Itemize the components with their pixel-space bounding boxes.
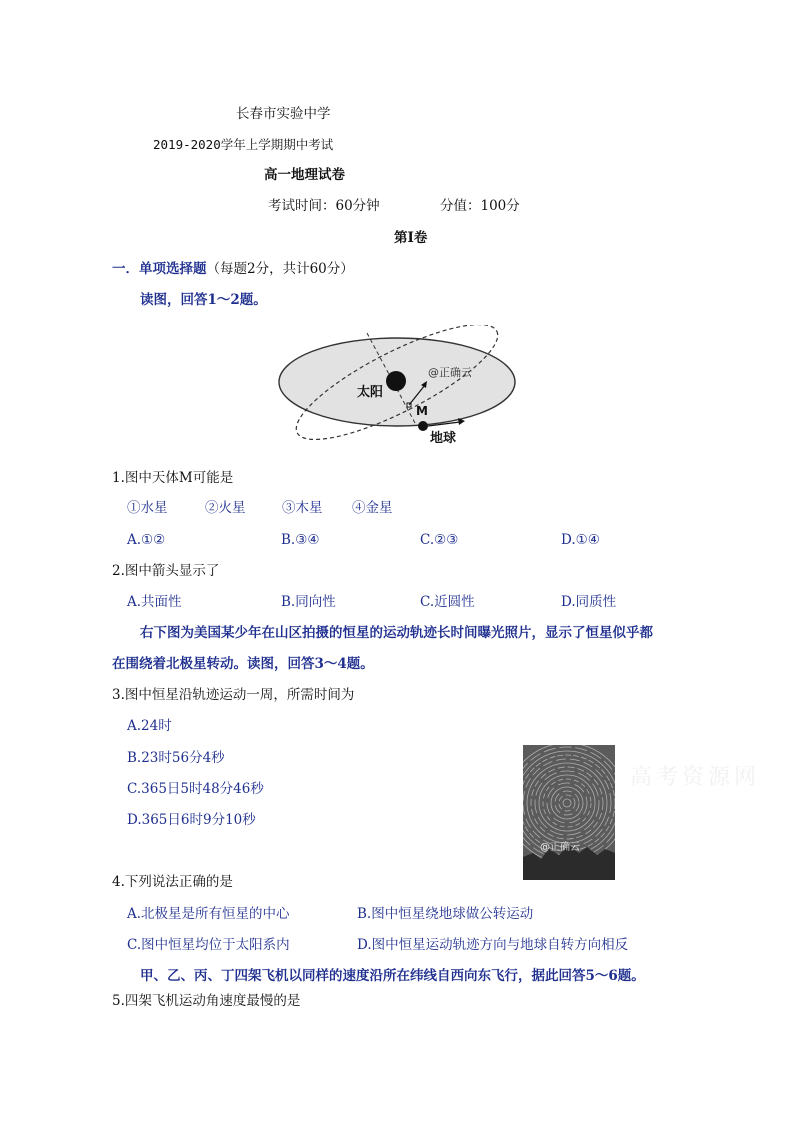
intro-1-2: 读图，回答1～2题。 (140, 292, 267, 308)
section-note: （每题2分，共计60分） (206, 261, 354, 277)
q1-stem: 1.图中天体M可能是 (112, 470, 234, 486)
q1-item-4: ④金星 (352, 500, 393, 516)
q1-item-1: ①水星 (127, 500, 168, 516)
volume-title: 第Ⅰ卷 (394, 230, 428, 246)
intro-3-4-line2: 在围绕着北极星转动。读图，回答3～4题。 (112, 656, 374, 672)
photo-watermark: @正确云 (540, 842, 580, 853)
intro-3-4-line1: 右下图为美国某少年在山区拍摄的恒星的运动轨迹长时间曝光照片，显示了恒星似乎都 (140, 625, 653, 641)
exam-title: 2019-2020学年上学期期中考试 (153, 137, 334, 152)
q4-option-d: D.图中恒星运动轨迹方向与地球自转方向相反 (357, 937, 629, 953)
earth-label: 地球 (430, 431, 457, 446)
star-trail-photo (523, 745, 615, 880)
q3-option-b: B.23时56分4秒 (127, 750, 225, 766)
school-name: 长春市实验中学 (236, 106, 331, 122)
exam-score: 分值：100分 (440, 198, 520, 214)
section-title: 一．单项选择题 (112, 261, 207, 277)
solar-orbit-diagram (275, 325, 525, 450)
q1-option-c: C.②③ (420, 532, 459, 548)
q4-option-c: C.图中恒星均位于太阳系内 (127, 937, 290, 953)
intro-5-6: 甲、乙、丙、丁四架飞机以同样的速度沿所在纬线自西向东飞行，据此回答5～6题。 (140, 968, 645, 984)
q4-option-a: A.北极星是所有恒星的中心 (127, 906, 290, 922)
q1-option-a: A.①② (127, 532, 166, 548)
q2-stem: 2.图中箭头显示了 (112, 563, 220, 579)
q2-option-a: A.共面性 (127, 594, 182, 610)
q3-option-a: A.24时 (127, 718, 172, 734)
sun-dot (386, 371, 406, 391)
q4-option-b: B.图中恒星绕地球做公转运动 (357, 906, 534, 922)
q5-stem: 5.四架飞机运动角速度最慢的是 (112, 993, 301, 1009)
q4-stem: 4.下列说法正确的是 (112, 874, 233, 890)
paper-title: 高一地理试卷 (264, 167, 345, 183)
q3-option-d: D.365日6时9分10秒 (127, 812, 256, 828)
q1-item-2: ②火星 (205, 500, 246, 516)
sun-label: 太阳 (357, 385, 384, 400)
section-heading (112, 260, 354, 278)
q3-option-c: C.365日5时48分46秒 (127, 781, 264, 797)
earth-dot (418, 421, 428, 431)
q2-option-d: D.同质性 (561, 594, 617, 610)
q3-stem: 3.图中恒星沿轨迹运动一周，所需时间为 (112, 687, 355, 703)
diagram-watermark: @正确云 (428, 366, 472, 379)
faint-watermark: 高考资源网 (630, 765, 761, 790)
exam-time: 考试时间：60分钟 (268, 198, 380, 214)
q1-option-b: B.③④ (281, 532, 320, 548)
q1-item-3: ③木星 (282, 500, 323, 516)
m-label: M (416, 404, 428, 418)
q1-option-d: D.①④ (561, 532, 600, 548)
q2-option-c: C.近圆性 (420, 594, 475, 610)
q2-option-b: B.同向性 (281, 594, 336, 610)
